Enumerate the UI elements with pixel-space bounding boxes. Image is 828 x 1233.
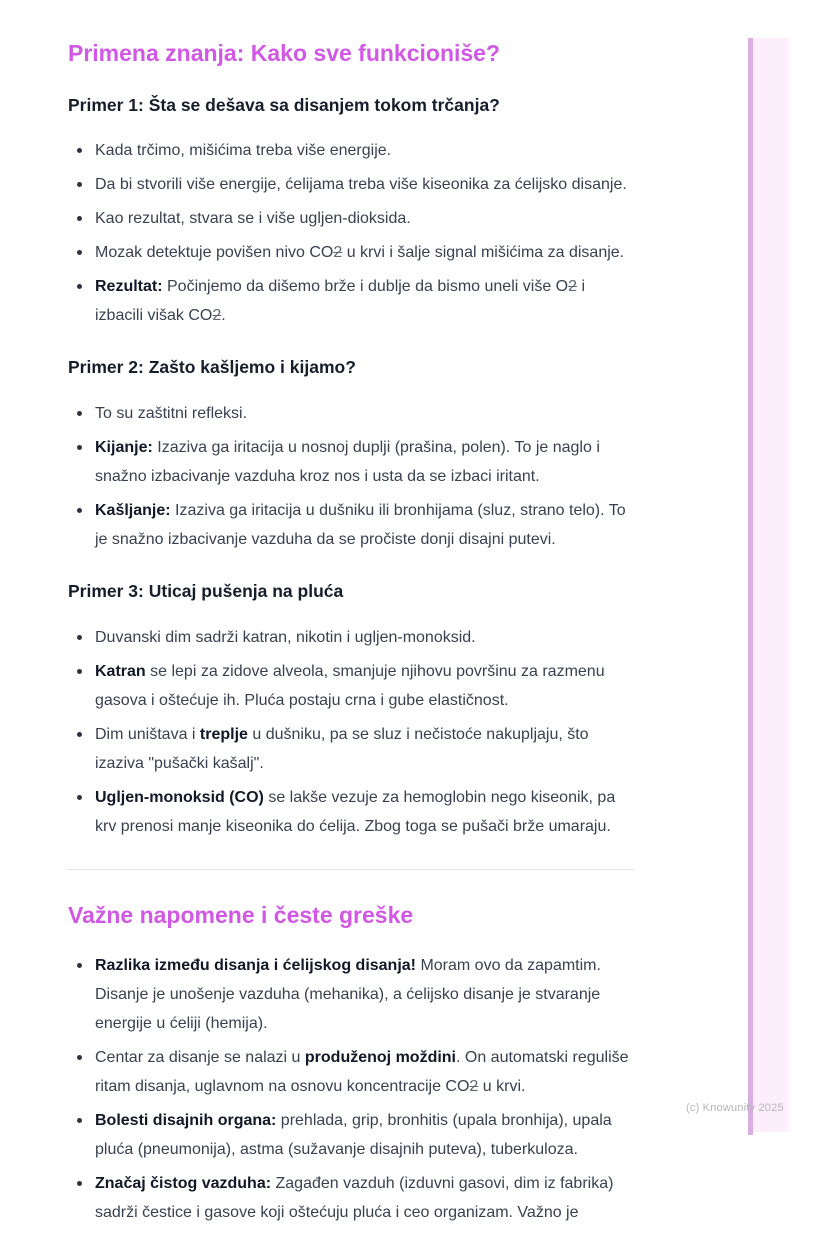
section-divider (68, 869, 634, 870)
bullet-dot-icon (77, 795, 82, 800)
watermark: (c) Knowunity 2025 (686, 1102, 784, 1114)
bullet-text: Kao rezultat, stvara se i više ugljen-dioksida. (95, 210, 411, 228)
bullet-item (68, 720, 634, 778)
bullet-text: Razlika između disanja i ćelijskog disanja! Moram ovo da zapamtim. Disanje je unošenje vazduha (mehanika), a ćelijsko disanje je stvaranje energije u ćeliji (hemija). (95, 957, 601, 1033)
bullet-list (68, 623, 634, 841)
bullet-text: Rezultat: Počinjemo da dišemo brže i dublje da bismo uneli više O2 i izbacili višak CO2. (95, 278, 586, 325)
bullet-dot-icon (77, 445, 82, 450)
bullet-list (68, 951, 634, 1227)
section-heading: Važne napomene i česte greške (68, 901, 414, 928)
subsection-heading: Primer 2: Zašto kašljemo i kijamo? (68, 357, 356, 378)
bullet-item (68, 657, 634, 715)
bullet-dot-icon (77, 732, 82, 737)
bullet-item (68, 783, 634, 841)
bullet-dot-icon (77, 411, 82, 416)
bullet-dot-icon (77, 182, 82, 187)
bullet-dot-icon (77, 1118, 82, 1123)
bullet-item (68, 272, 634, 330)
subsection-heading: Primer 1: Šta se dešava sa disanjem tokom trčanja? (68, 94, 500, 115)
bullet-dot-icon (77, 250, 82, 255)
bullet-dot-icon (77, 1181, 82, 1186)
bullet-text: Kada trčimo, mišićima treba više energije. (95, 142, 392, 160)
bullet-dot-icon (77, 963, 82, 968)
bullet-dot-icon (77, 1055, 82, 1060)
bullet-item (68, 399, 634, 428)
subsection-heading: Primer 3: Uticaj pušenja na pluća (68, 581, 344, 602)
bullet-dot-icon (77, 508, 82, 513)
bullet-text: Bolesti disajnih organa: prehlada, grip, bronhitis (upala bronhija), upala pluća (pneumonija), astma (sužavanje disajnih puteva), tuberkuloza. (95, 1112, 612, 1159)
highlight-bar-fill (753, 38, 793, 1132)
bullet-text: Ugljen-monoksid (CO) se lakše vezuje za hemoglobin nego kiseonik, pa krv prenosi manje kiseonika do ćelija. Zbog toga se pušači brže umaraju. (95, 788, 616, 835)
bullet-item (68, 170, 634, 199)
bullet-text: Kijanje: Izaziva ga iritacija u nosnoj duplji (prašina, polen). To je naglo i snažno izbacivanje vazduha kroz nos i usta da se izbaci iritant. (95, 439, 600, 486)
bullet-dot-icon (77, 148, 82, 153)
bullet-dot-icon (77, 284, 82, 289)
bullet-text: Mozak detektuje povišen nivo CO2 u krvi i šalje signal mišićima za disanje. (95, 244, 625, 262)
bullet-text: Dim uništava i treplje u dušniku, pa se sluz i nečistoće nakupljaju, što izaziva "pušački kašalj". (95, 725, 589, 772)
bullet-item (68, 136, 634, 165)
bullet-item (68, 1169, 634, 1227)
document-content (68, 40, 634, 1233)
bullet-list (68, 399, 634, 554)
bullet-dot-icon (77, 216, 82, 221)
bullet-item (68, 204, 634, 233)
bullet-text: To su zaštitni refleksi. (95, 405, 248, 423)
bullet-item (68, 433, 634, 491)
bullet-item (68, 238, 634, 267)
bullet-item (68, 623, 634, 652)
bullet-dot-icon (77, 669, 82, 674)
bullet-text: Centar za disanje se nalazi u produženoj moždini. On automatski reguliše ritam disanja, uglavnom na osnovu koncentracije CO2 u krvi. (95, 1049, 629, 1096)
bullet-list (68, 136, 634, 330)
bullet-item (68, 1043, 634, 1101)
bullet-item (68, 1106, 634, 1164)
bullet-dot-icon (77, 635, 82, 640)
bullet-text: Da bi stvorili više energije, ćelijama treba više kiseonika za ćelijsko disanje. (95, 176, 627, 194)
bullet-item (68, 496, 634, 554)
bullet-text: Katran se lepi za zidove alveola, smanjuje njihovu površinu za razmenu gasova i oštećuje ih. Pluća postaju crna i gube elastičnost. (95, 662, 605, 709)
bullet-text: Duvanski dim sadrži katran, nikotin i ugljen-monoksid. (95, 628, 476, 646)
bullet-item (68, 951, 634, 1038)
section-heading: Primena znanja: Kako sve funkcioniše? (68, 40, 501, 66)
bullet-text: Značaj čistog vazduha: Zagađen vazduh (izduvni gasovi, dim iz fabrika) sadrži čestice i gasove koji oštećuju pluća i ceo organizam. Važno je (95, 1175, 614, 1222)
bullet-text: Kašljanje: Izaziva ga iritacija u dušniku ili bronhijama (sluz, strano telo). To je snažno izbacivanje vazduha da se pročiste donji disajni putevi. (95, 502, 626, 549)
